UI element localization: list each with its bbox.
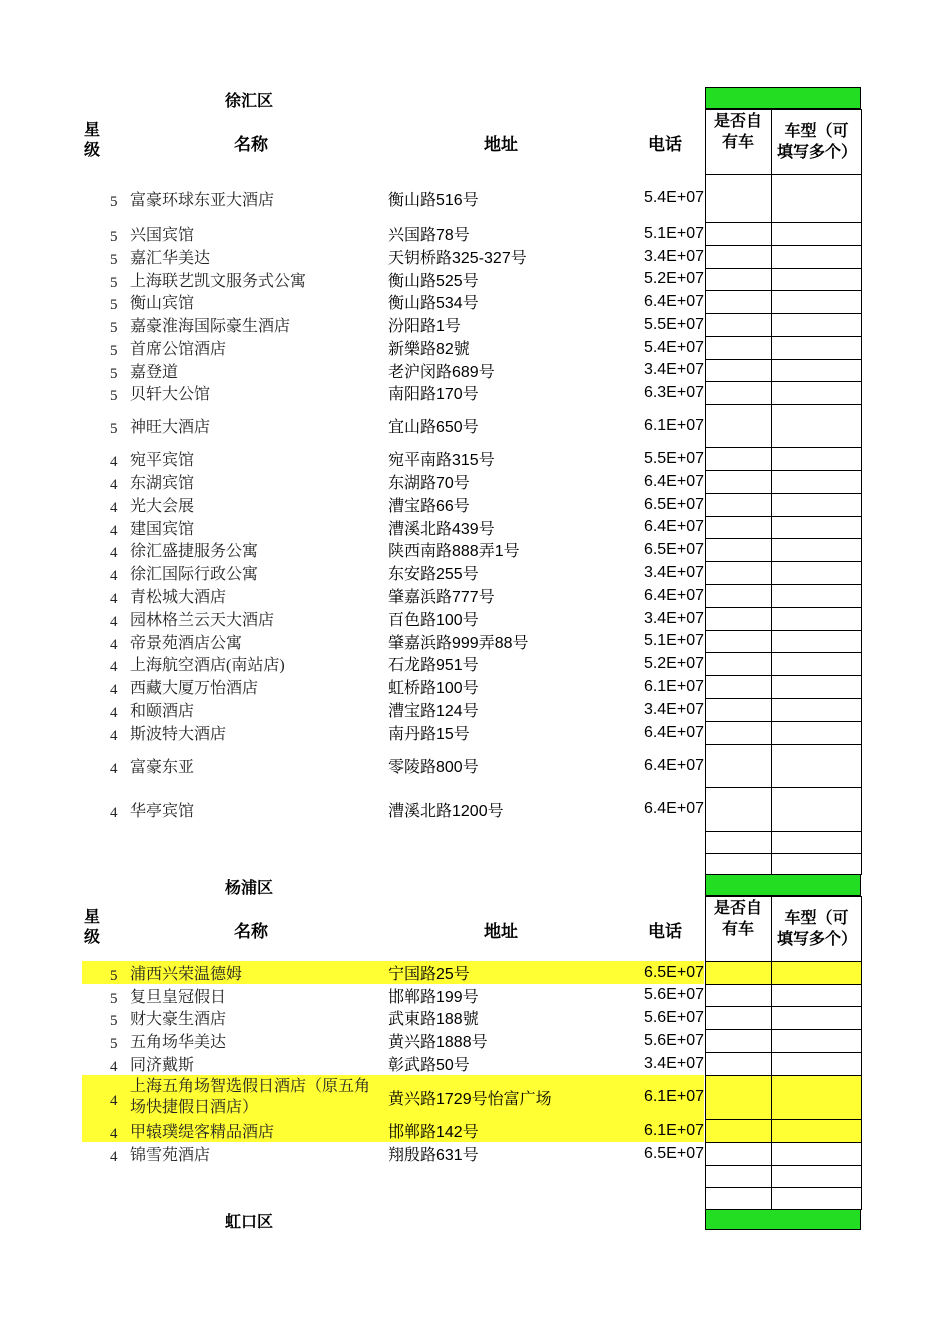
column-header-star: 星级 [84, 122, 101, 159]
hotel-phone: 5.6E+07 [643, 986, 704, 1003]
hotel-name: 上海航空酒店(南站店) [130, 657, 285, 674]
car-type-input[interactable] [771, 675, 862, 699]
has-car-input[interactable] [705, 493, 772, 517]
hotel-phone: 3.4E+07 [643, 563, 704, 581]
car-type-input[interactable] [771, 447, 862, 471]
column-header-address: 地址 [484, 134, 518, 154]
has-car-input[interactable] [705, 174, 772, 223]
car-type-input[interactable] [771, 1075, 862, 1120]
header-band [705, 87, 861, 109]
table-row [82, 721, 704, 744]
district-title: 虹口区 [225, 1214, 274, 1231]
star-rating: 5 [110, 421, 118, 437]
hotel-address: 衡山路516号 [388, 191, 479, 209]
column-header-address: 地址 [484, 921, 518, 941]
hotel-address: 东湖路70号 [388, 475, 470, 492]
has-car-input[interactable] [705, 652, 772, 676]
star-rating: 4 [110, 636, 118, 653]
column-header-name: 名称 [234, 134, 268, 154]
hotel-address: 黄兴路1729号怡富广场 [388, 1090, 552, 1108]
hotel-name: 五角场华美达 [130, 1034, 227, 1051]
table-row [82, 675, 704, 698]
car-type-input[interactable] [771, 222, 862, 246]
hotel-name: 园林格兰云天大酒店 [130, 612, 275, 629]
hotel-address: 肇嘉浜路777号 [388, 589, 495, 606]
table-row [82, 268, 704, 290]
hotel-phone: 6.4E+07 [643, 586, 704, 604]
hotel-address: 宛平南路315号 [388, 452, 495, 469]
column-header-has-car: 是否自有车 [713, 899, 762, 938]
car-type-input[interactable] [771, 698, 862, 722]
car-type-input[interactable] [771, 787, 862, 832]
star-rating: 5 [110, 1036, 118, 1052]
has-car-input[interactable] [705, 336, 772, 360]
hotel-name: 锦雪苑酒店 [130, 1147, 211, 1164]
has-car-input[interactable] [705, 222, 772, 246]
has-car-input[interactable] [705, 381, 772, 405]
hotel-name: 徐汇国际行政公寓 [130, 566, 259, 583]
table-row [82, 561, 704, 584]
hotel-address: 兴国路78号 [388, 227, 470, 244]
car-type-input[interactable] [771, 336, 862, 360]
header-band [705, 874, 861, 896]
car-type-input[interactable] [771, 404, 862, 448]
hotel-name: 富豪东亚 [130, 759, 195, 776]
has-car-input[interactable] [705, 984, 772, 1007]
table-row [82, 607, 704, 630]
hotel-phone: 5.6E+07 [643, 1008, 704, 1026]
car-type-input[interactable] [771, 1029, 862, 1053]
hotel-name: 光大会展 [130, 498, 195, 515]
car-type-input[interactable] [771, 1052, 862, 1076]
hotel-phone: 5.1E+07 [643, 224, 704, 242]
has-car-input[interactable] [705, 290, 772, 314]
hotel-address: 汾阳路1号 [388, 318, 461, 335]
star-rating: 5 [110, 274, 118, 291]
hotel-phone: 5.4E+07 [643, 338, 704, 356]
hotel-phone: 6.1E+07 [643, 1121, 704, 1139]
hotel-name: 复旦皇冠假日 [130, 988, 227, 1006]
hotel-name: 首席公馆酒店 [130, 341, 227, 358]
hotel-name: 贝轩大公馆 [130, 386, 211, 403]
hotel-name: 帝景苑酒店公寓 [130, 634, 243, 652]
hotel-address: 石龙路951号 [388, 657, 479, 674]
hotel-phone: 6.1E+07 [643, 416, 704, 434]
hotel-name: 上海联艺凯文服务式公寓 [130, 272, 307, 290]
star-rating: 4 [110, 761, 118, 777]
hotel-address: 虹桥路100号 [388, 680, 479, 697]
table-row [82, 744, 704, 787]
hotel-name: 宛平宾馆 [130, 452, 195, 469]
hotel-phone: 6.4E+07 [643, 800, 704, 817]
table-row [82, 493, 704, 516]
hotel-phone: 3.4E+07 [643, 700, 704, 718]
hotel-name: 和颐酒店 [130, 703, 195, 720]
has-car-input[interactable] [705, 245, 772, 269]
has-car-input[interactable] [705, 1165, 772, 1188]
hotel-address: 漕宝路66号 [388, 498, 470, 515]
star-rating: 4 [110, 682, 118, 698]
has-car-input[interactable] [705, 1142, 772, 1166]
table-row [82, 516, 704, 538]
has-car-input[interactable] [705, 470, 772, 494]
car-type-input[interactable] [771, 1187, 862, 1210]
hotel-address: 翔殷路631号 [388, 1147, 479, 1164]
hotel-phone: 3.4E+07 [643, 1054, 704, 1072]
hotel-address: 黄兴路1888号 [388, 1034, 488, 1051]
hotel-address: 老沪闵路689号 [388, 363, 495, 381]
has-car-input[interactable] [705, 698, 772, 722]
star-rating: 4 [110, 1149, 118, 1165]
has-car-input[interactable] [705, 630, 772, 653]
hotel-name: 衡山宾馆 [130, 295, 195, 312]
car-type-input[interactable] [771, 470, 862, 494]
hotel-phone: 5.4E+07 [643, 189, 704, 206]
table-row [82, 584, 704, 607]
car-type-input[interactable] [771, 538, 862, 562]
hotel-phone: 3.4E+07 [643, 609, 704, 627]
star-rating: 5 [110, 297, 118, 313]
hotel-phone: 5.6E+07 [643, 1031, 704, 1049]
star-rating: 5 [110, 193, 118, 210]
has-car-input[interactable] [705, 853, 772, 875]
star-rating: 5 [110, 968, 118, 984]
table-row [82, 630, 704, 652]
hotel-name: 西藏大厦万怡酒店 [130, 680, 259, 697]
star-rating: 4 [110, 522, 118, 539]
hotel-address: 漕溪北路439号 [388, 520, 495, 538]
car-type-input[interactable] [771, 313, 862, 337]
car-type-input[interactable] [771, 174, 862, 223]
star-rating: 4 [110, 477, 118, 493]
car-type-input[interactable] [771, 584, 862, 608]
hotel-name: 东湖宾馆 [130, 475, 195, 492]
star-rating: 4 [110, 545, 118, 561]
hotel-address: 衡山路525号 [388, 272, 479, 290]
star-rating: 4 [110, 659, 118, 675]
hotel-phone: 5.5E+07 [643, 315, 704, 333]
hotel-phone: 6.5E+07 [643, 963, 704, 981]
table-row [82, 698, 704, 721]
hotel-name: 浦西兴荣温德姆 [130, 966, 243, 983]
table-row [82, 290, 704, 313]
car-type-input[interactable] [771, 721, 862, 745]
hotel-name: 华亭宾馆 [130, 802, 195, 820]
car-type-input[interactable] [771, 607, 862, 631]
hotel-phone: 3.4E+07 [643, 361, 704, 378]
car-type-input[interactable] [771, 290, 862, 314]
star-rating: 5 [110, 1013, 118, 1029]
hotel-address: 邯郸路142号 [388, 1124, 479, 1141]
hotel-name: 财大豪生酒店 [130, 1011, 227, 1028]
star-rating: 4 [110, 705, 118, 721]
has-car-input[interactable] [705, 675, 772, 699]
hotel-name: 嘉豪淮海国际豪生酒店 [130, 318, 291, 335]
hotel-address: 零陵路800号 [388, 759, 479, 776]
hotel-phone: 5.5E+07 [643, 449, 704, 467]
hotel-name: 斯波特大酒店 [130, 726, 227, 743]
star-rating: 4 [110, 500, 118, 516]
column-header-phone: 电话 [648, 921, 682, 941]
table-row [82, 1119, 704, 1142]
hotel-phone: 6.4E+07 [643, 518, 704, 535]
district-title: 徐汇区 [225, 93, 274, 110]
table-row [82, 984, 704, 1006]
star-rating: 5 [110, 365, 118, 382]
has-car-input[interactable] [705, 1006, 772, 1030]
car-type-input[interactable] [771, 1142, 862, 1166]
table-row [82, 381, 704, 404]
hotel-phone: 6.4E+07 [643, 472, 704, 490]
table-row [82, 336, 704, 359]
has-car-input[interactable] [705, 721, 772, 745]
has-car-input[interactable] [705, 1187, 772, 1210]
car-type-input[interactable] [771, 1165, 862, 1188]
hotel-address: 肇嘉浜路999弄88号 [388, 634, 529, 652]
car-type-input[interactable] [771, 516, 862, 539]
star-rating: 4 [110, 1092, 118, 1109]
table-row [82, 470, 704, 493]
hotel-address: 邯郸路199号 [388, 988, 479, 1006]
star-rating: 4 [110, 568, 118, 584]
hotel-name: 神旺大酒店 [130, 419, 211, 436]
header-band [705, 1209, 861, 1230]
star-rating: 4 [110, 591, 118, 607]
column-header-name: 名称 [234, 921, 268, 941]
car-type-input[interactable] [771, 961, 862, 985]
has-car-input[interactable] [705, 607, 772, 631]
table-row [82, 652, 704, 675]
has-car-input[interactable] [705, 359, 772, 382]
hotel-phone: 6.1E+07 [643, 1088, 704, 1105]
car-type-input[interactable] [771, 831, 862, 854]
hotel-phone: 6.4E+07 [643, 723, 704, 741]
star-rating: 5 [110, 388, 118, 404]
hotel-name: 青松城大酒店 [130, 589, 227, 606]
has-car-input[interactable] [705, 1029, 772, 1053]
car-type-input[interactable] [771, 1119, 862, 1143]
car-type-input[interactable] [771, 853, 862, 875]
has-car-input[interactable] [705, 787, 772, 832]
district-title: 杨浦区 [225, 880, 274, 897]
has-car-input[interactable] [705, 1119, 772, 1143]
hotel-name: 嘉登道 [130, 363, 179, 381]
has-car-input[interactable] [705, 1052, 772, 1076]
star-rating: 4 [110, 728, 118, 744]
star-rating: 5 [110, 252, 118, 268]
hotel-address: 陕西南路888弄1号 [388, 543, 520, 560]
column-header-car-type: 车型（可填写多个） [777, 909, 858, 948]
hotel-phone: 6.5E+07 [643, 540, 704, 558]
has-car-input[interactable] [705, 447, 772, 471]
hotel-address: 武東路188號 [388, 1011, 479, 1028]
car-type-input[interactable] [771, 268, 862, 291]
hotel-address: 东安路255号 [388, 566, 479, 583]
hotel-phone: 6.4E+07 [643, 756, 704, 774]
hotel-address: 新樂路82號 [388, 341, 470, 358]
car-type-input[interactable] [771, 744, 862, 788]
hotel-phone: 5.2E+07 [643, 654, 704, 672]
table-row [82, 961, 704, 984]
car-type-input[interactable] [771, 984, 862, 1007]
car-type-input[interactable] [771, 359, 862, 382]
car-type-input[interactable] [771, 493, 862, 517]
table-row [82, 538, 704, 561]
hotel-address: 漕溪北路1200号 [388, 802, 504, 820]
has-car-input[interactable] [705, 584, 772, 608]
star-rating: 5 [110, 320, 118, 336]
table-row [82, 1075, 704, 1119]
star-rating: 4 [110, 1059, 118, 1075]
table-row [82, 1052, 704, 1075]
hotel-name: 徐汇盛捷服务公寓 [130, 543, 259, 560]
table-row [82, 313, 704, 336]
table-row [82, 404, 704, 447]
hotel-address: 南丹路15号 [388, 726, 470, 743]
column-header-phone: 电话 [648, 134, 682, 154]
star-rating: 5 [110, 990, 118, 1007]
star-rating: 5 [110, 229, 118, 245]
table-row [82, 787, 704, 831]
hotel-phone: 6.3E+07 [643, 383, 704, 401]
table-row [82, 222, 704, 245]
hotel-address: 天钥桥路325-327号 [388, 250, 527, 267]
table-row [82, 245, 704, 268]
hotel-name: 兴国宾馆 [130, 227, 195, 244]
has-car-input[interactable] [705, 404, 772, 448]
table-row [82, 447, 704, 470]
hotel-name: 嘉汇华美达 [130, 250, 211, 267]
has-car-input[interactable] [705, 831, 772, 854]
has-car-input[interactable] [705, 744, 772, 788]
table-row [82, 174, 704, 222]
has-car-input[interactable] [705, 516, 772, 539]
car-type-input[interactable] [771, 1006, 862, 1030]
hotel-address: 宁国路25号 [388, 966, 470, 983]
table-row [82, 359, 704, 381]
hotel-name: 上海五角场智选假日酒店（原五角场快捷假日酒店） [130, 1078, 371, 1116]
hotel-phone: 6.5E+07 [643, 495, 704, 513]
hotel-address: 漕宝路124号 [388, 703, 479, 720]
hotel-address: 彰武路50号 [388, 1057, 470, 1074]
has-car-input[interactable] [705, 961, 772, 985]
table-row [82, 1142, 704, 1165]
hotel-phone: 3.4E+07 [643, 247, 704, 265]
hotel-name: 甲辕璞缇客精品酒店 [130, 1124, 275, 1141]
has-car-input[interactable] [705, 561, 772, 585]
hotel-address: 百色路100号 [388, 612, 479, 629]
hotel-address: 南阳路170号 [388, 386, 479, 403]
star-rating: 4 [110, 1126, 118, 1142]
has-car-input[interactable] [705, 1075, 772, 1120]
hotel-name: 建国宾馆 [130, 520, 195, 538]
car-type-input[interactable] [771, 561, 862, 585]
car-type-input[interactable] [771, 381, 862, 405]
star-rating: 4 [110, 614, 118, 630]
hotel-address: 宜山路650号 [388, 419, 479, 436]
hotel-phone: 5.2E+07 [643, 270, 704, 287]
hotel-phone: 6.4E+07 [643, 292, 704, 310]
hotel-name: 富豪环球东亚大酒店 [130, 191, 275, 209]
car-type-input[interactable] [771, 630, 862, 653]
star-rating: 4 [110, 804, 118, 821]
hotel-phone: 6.5E+07 [643, 1144, 704, 1162]
column-header-has-car: 是否自有车 [713, 112, 762, 151]
column-header-car-type: 车型（可填写多个） [777, 122, 858, 161]
hotel-address: 衡山路534号 [388, 295, 479, 312]
has-car-input[interactable] [705, 268, 772, 291]
table-row [82, 1006, 704, 1029]
car-type-input[interactable] [771, 245, 862, 269]
column-header-star: 星级 [84, 909, 101, 946]
table-row [82, 1029, 704, 1052]
star-rating: 4 [110, 454, 118, 470]
has-car-input[interactable] [705, 313, 772, 337]
hotel-phone: 6.1E+07 [643, 677, 704, 695]
hotel-phone: 5.1E+07 [643, 632, 704, 649]
has-car-input[interactable] [705, 538, 772, 562]
car-type-input[interactable] [771, 652, 862, 676]
star-rating: 5 [110, 343, 118, 359]
hotel-name: 同济戴斯 [130, 1057, 195, 1074]
